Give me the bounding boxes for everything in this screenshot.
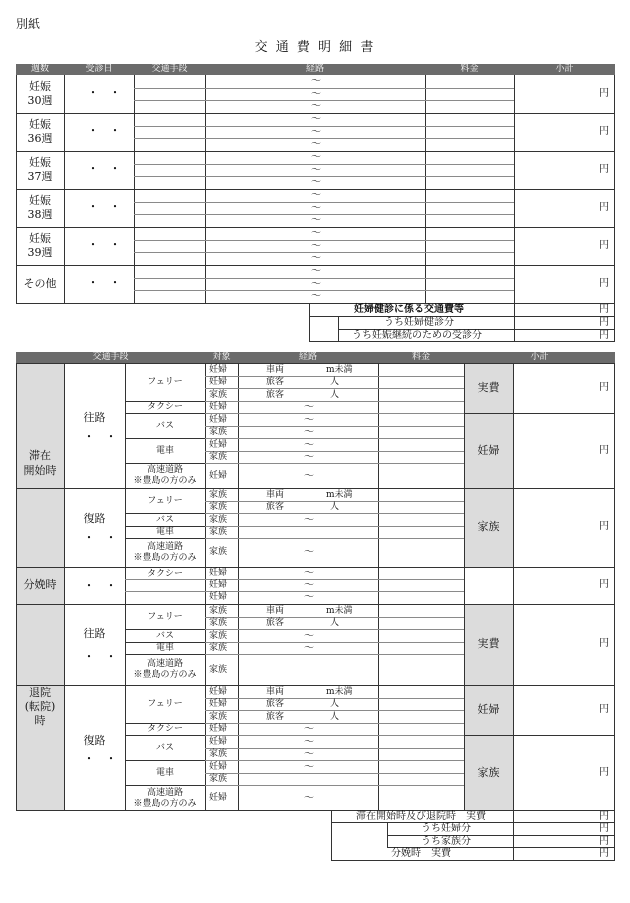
transport-mode-note: ※豊島の方のみ: [133, 553, 197, 563]
week-label: 39週: [27, 246, 53, 259]
target-row-line: [205, 591, 464, 592]
direction-dots: ・: [106, 432, 116, 443]
tilde-mark: 〜: [304, 568, 314, 579]
tilde-mark: 〜: [304, 427, 314, 438]
transport-mode-label: フェリー: [147, 495, 183, 506]
direction-outbound: 往路: [83, 627, 106, 640]
target-label: 家族: [209, 774, 228, 784]
yen-label: 円: [599, 240, 609, 251]
rule-line: [464, 413, 615, 414]
target-label: 妊婦: [209, 762, 228, 772]
mode-border: [125, 685, 464, 686]
rule-line: [514, 303, 515, 341]
target-label: 家族: [209, 643, 228, 653]
rule-line: [331, 860, 615, 861]
transport-mode-note: ※豊島の方のみ: [133, 475, 197, 486]
target-label: 家族: [209, 712, 228, 722]
route-word: m未満: [326, 606, 353, 616]
week-label: 妊娠: [29, 232, 51, 245]
tilde-mark: 〜: [304, 547, 314, 558]
target-row-line: [205, 760, 464, 761]
tilde-mark: 〜: [311, 114, 321, 125]
target-label: 家族: [209, 515, 228, 525]
transport-mode-label: フェリー: [147, 377, 183, 387]
tilde-mark: 〜: [304, 793, 314, 804]
target-row-line: [205, 526, 464, 527]
visit-date-dots: ・: [88, 126, 98, 137]
week-label: 37週: [27, 170, 53, 183]
subtotal-pregnant-label: 妊婦: [477, 444, 500, 457]
section-label-discharge: 退院: [29, 686, 51, 699]
top-header-cell: 小計: [555, 64, 574, 74]
target-label: 妊婦: [209, 365, 228, 375]
yen-label: 円: [599, 304, 609, 315]
target-row-line: [205, 401, 464, 402]
target-label: 妊婦: [209, 377, 228, 387]
route-word: 人: [330, 390, 340, 400]
tilde-mark: 〜: [304, 749, 314, 760]
tilde-mark: 〜: [304, 452, 314, 463]
visit-date-dots: ・: [88, 88, 98, 99]
top-header-cell: 週数: [30, 64, 49, 74]
route-word: 旅客: [266, 390, 285, 400]
yen-label: 円: [599, 202, 609, 213]
target-label: 妊婦: [209, 592, 228, 602]
visit-date-dots: ・: [110, 88, 120, 99]
top-subrow-line: [134, 290, 514, 291]
target-row-line: [205, 654, 464, 655]
mode-border: [125, 488, 464, 489]
target-label: 妊婦: [209, 737, 228, 747]
target-label: 妊婦: [209, 415, 228, 425]
yen-label: 円: [599, 836, 609, 847]
route-word: 人: [330, 699, 340, 709]
route-word: 人: [330, 502, 340, 512]
week-label: 36週: [27, 132, 53, 145]
tilde-mark: 〜: [311, 215, 321, 226]
visit-date-dots: ・: [88, 278, 98, 289]
top-subrow-line: [134, 214, 514, 215]
target-label: 家族: [209, 527, 228, 537]
target-label: 妊婦: [209, 580, 228, 590]
transport-mode-label: 電車: [155, 767, 174, 778]
summary-actual-total: 滞在開始時及び退院時 実費: [356, 811, 486, 822]
route-word: m未満: [326, 687, 353, 697]
yen-label: 円: [599, 278, 609, 289]
top-subrow-line: [134, 100, 514, 101]
section-border: [16, 604, 615, 605]
route-word: 旅客: [266, 502, 285, 512]
transport-mode-label: フェリー: [147, 611, 183, 622]
tilde-mark: 〜: [311, 291, 321, 302]
target-label: 妊婦: [209, 793, 228, 803]
bottom-header-cell: 経路: [298, 352, 317, 362]
target-row-line: [205, 438, 464, 439]
top-header-cell: 交通手段: [151, 64, 188, 74]
section-label-stay-start: 開始時: [23, 464, 57, 477]
top-subrow-line: [134, 164, 514, 165]
direction-outbound: 往路: [83, 411, 106, 424]
tilde-mark: 〜: [311, 101, 321, 112]
rule-line: [309, 303, 310, 341]
delivery-dots: ・: [84, 581, 94, 592]
target-row-line: [205, 579, 464, 580]
top-subrow-line: [134, 202, 514, 203]
attachment-label: 別紙: [16, 17, 41, 31]
direction-dots: ・: [84, 432, 94, 443]
transport-mode-label: タクシー: [146, 402, 183, 412]
route-word: 車両: [266, 687, 285, 697]
target-row-line: [205, 785, 464, 786]
tilde-mark: 〜: [304, 440, 314, 451]
top-subrow-line: [134, 88, 514, 89]
yen-label: 円: [599, 521, 609, 532]
direction-dots: ・: [106, 533, 116, 544]
week-label: 妊娠: [29, 194, 51, 207]
tilde-mark: 〜: [304, 515, 314, 526]
visit-date-dots: ・: [110, 164, 120, 175]
transport-mode-label: 高速道路: [146, 542, 183, 552]
tilde-mark: 〜: [311, 126, 321, 138]
summary-delivery-actual: 分娩時 実費: [391, 848, 451, 859]
top-subrow-line: [134, 138, 514, 139]
direction-dots: ・: [84, 652, 94, 663]
direction-return: 復路: [83, 512, 106, 525]
transport-mode-note: ※豊島の方のみ: [133, 669, 197, 680]
rule-line: [238, 363, 239, 810]
subtotal-family-label: 家族: [477, 520, 500, 533]
top-subrow-line: [134, 240, 514, 241]
target-label: 妊婦: [209, 402, 228, 412]
route-word: m未満: [326, 490, 353, 500]
target-row-line: [205, 451, 464, 452]
transport-mode-label: フェリー: [147, 699, 183, 709]
top-header-cell: 経路: [305, 64, 324, 74]
yen-label: 円: [599, 823, 609, 834]
target-label: 家族: [209, 390, 228, 400]
transport-mode-label: 電車: [155, 445, 174, 456]
transport-mode-label: 高速道路: [146, 464, 183, 475]
target-label: 家族: [209, 490, 228, 500]
yen-label: 円: [599, 164, 609, 175]
visit-date-dots: ・: [110, 278, 120, 289]
direction-return: 復路: [83, 734, 106, 747]
route-word: 旅客: [266, 699, 285, 709]
transport-mode-label: バス: [155, 742, 174, 753]
yen-label: 円: [599, 811, 609, 822]
target-label: 家族: [209, 606, 228, 616]
target-row-line: [205, 463, 464, 464]
transport-mode-label: バス: [155, 420, 174, 431]
target-row-line: [205, 413, 464, 414]
visit-date-dots: ・: [110, 202, 120, 213]
yen-label: 円: [599, 330, 609, 341]
route-word: 人: [330, 712, 340, 722]
tilde-mark: 〜: [311, 190, 321, 201]
yen-label: 円: [599, 848, 609, 859]
target-label: 妊婦: [209, 687, 228, 697]
direction-dots: ・: [84, 754, 94, 765]
visit-date-dots: ・: [110, 126, 120, 137]
section-label-discharge: 時: [34, 714, 46, 727]
direction-dots: ・: [84, 533, 94, 544]
tilde-mark: 〜: [311, 88, 321, 100]
visit-date-dots: ・: [88, 202, 98, 213]
rule-line: [464, 735, 615, 736]
route-word: 旅客: [266, 618, 285, 628]
tilde-mark: 〜: [304, 402, 314, 413]
target-row-line: [205, 642, 464, 643]
direction-dots: ・: [106, 754, 116, 765]
target-label: 妊婦: [209, 699, 228, 709]
top-subrow-line: [134, 176, 514, 177]
bottom-header-cell: 対象: [212, 352, 231, 362]
yen-label: 円: [599, 638, 609, 649]
section-border: [16, 363, 615, 364]
tilde-mark: 〜: [304, 580, 314, 591]
top-subrow-line: [134, 252, 514, 253]
target-row-line: [205, 773, 464, 774]
tilde-mark: 〜: [304, 762, 314, 773]
target-label: 家族: [209, 547, 228, 557]
section-label-discharge: (転院): [24, 700, 56, 713]
route-word: 車両: [266, 606, 285, 616]
tilde-mark: 〜: [311, 76, 321, 87]
target-label: 家族: [209, 749, 228, 759]
target-label: 家族: [209, 665, 228, 675]
route-word: 人: [330, 377, 340, 387]
route-word: 旅客: [266, 712, 285, 722]
rule-line: [614, 303, 615, 341]
summary-pregnancy-checkup-total: 妊婦健診に係る交通費等: [354, 304, 464, 315]
week-label: その他: [23, 277, 57, 290]
section-label-stay-start: 滞在: [29, 449, 51, 462]
route-word: m未満: [326, 365, 353, 375]
target-row-line: [205, 735, 464, 736]
yen-label: 円: [599, 317, 609, 328]
transport-mode-label: 電車: [155, 527, 174, 537]
tilde-mark: 〜: [311, 278, 321, 290]
top-subrow-line: [134, 278, 514, 279]
visit-date-dots: ・: [88, 164, 98, 175]
bottom-header-cell: 交通手段: [92, 352, 129, 362]
transport-mode-label: 高速道路: [146, 788, 183, 798]
target-label: 家族: [209, 618, 228, 628]
transport-mode-label: タクシー: [146, 724, 183, 734]
tilde-mark: 〜: [304, 737, 314, 748]
subtotal-family-label: 家族: [477, 766, 500, 779]
rule-line: [205, 363, 206, 810]
tilde-mark: 〜: [311, 228, 321, 239]
summary-pregnant-portion: うち妊婦分: [421, 823, 471, 834]
top-row-border: [16, 303, 615, 304]
delivery-dots: ・: [106, 581, 116, 592]
week-label: 妊娠: [29, 156, 51, 169]
tilde-mark: 〜: [311, 240, 321, 252]
rule-line: [614, 363, 615, 810]
top-header-cell: 料金: [460, 64, 479, 74]
target-label: 妊婦: [209, 471, 228, 481]
route-word: 旅客: [266, 377, 285, 387]
yen-label: 円: [599, 382, 609, 393]
tilde-mark: 〜: [311, 177, 321, 188]
tilde-mark: 〜: [311, 202, 321, 214]
week-label: 38週: [27, 208, 53, 221]
tilde-mark: 〜: [311, 266, 321, 277]
target-row-line: [205, 426, 464, 427]
yen-label: 円: [599, 579, 609, 590]
target-row-line: [205, 748, 464, 749]
target-row-line: [205, 513, 464, 514]
yen-label: 円: [599, 704, 609, 715]
tilde-mark: 〜: [311, 152, 321, 163]
section-border: [16, 810, 615, 811]
tilde-mark: 〜: [311, 164, 321, 176]
rule-line: [378, 363, 379, 810]
summary-continuation-portion: うち妊娠継続のための受診分: [352, 330, 482, 341]
bottom-header-cell: 小計: [530, 352, 549, 362]
transport-mode-label: バス: [155, 514, 174, 525]
tilde-mark: 〜: [304, 471, 314, 482]
subtotal-actual-label: 実費: [477, 381, 500, 394]
yen-label: 円: [599, 445, 609, 456]
summary-checkup-portion: うち妊婦健診分: [384, 317, 454, 328]
yen-label: 円: [599, 88, 609, 99]
route-word: 車両: [266, 365, 285, 375]
rule-line: [464, 363, 465, 810]
rule-line: [513, 363, 514, 810]
section-border: [16, 567, 615, 568]
yen-label: 円: [599, 767, 609, 778]
section-label-delivery: 分娩時: [23, 578, 57, 591]
rule-line: [331, 810, 332, 860]
week-label: 妊娠: [29, 118, 51, 131]
transport-mode-label: 高速道路: [146, 658, 183, 669]
target-row-line: [205, 629, 464, 630]
week-label: 妊娠: [29, 80, 51, 93]
transport-mode-label: タクシー: [146, 569, 183, 579]
visit-date-dots: ・: [88, 240, 98, 251]
rule-line: [387, 822, 388, 847]
route-word: 人: [330, 618, 340, 628]
route-word: 車両: [266, 490, 285, 500]
rule-line: [309, 316, 615, 317]
target-row-line: [205, 538, 464, 539]
direction-dots: ・: [106, 652, 116, 663]
target-row-line: [205, 723, 464, 724]
top-subrow-line: [134, 126, 514, 127]
subtotal-actual-label: 実費: [477, 637, 500, 650]
tilde-mark: 〜: [304, 592, 314, 603]
target-label: 妊婦: [209, 440, 228, 450]
bottom-header-cell: 料金: [411, 352, 430, 362]
target-label: 家族: [209, 502, 228, 512]
tilde-mark: 〜: [311, 253, 321, 264]
subtotal-pregnant-label: 妊婦: [477, 703, 500, 716]
tilde-mark: 〜: [304, 724, 314, 735]
yen-label: 円: [599, 126, 609, 137]
document-title: 交 通 費 明 細 書: [254, 40, 376, 55]
target-label: 家族: [209, 631, 228, 641]
tilde-mark: 〜: [304, 631, 314, 642]
tilde-mark: 〜: [311, 139, 321, 150]
target-label: 妊婦: [209, 568, 228, 578]
target-label: 妊婦: [209, 724, 228, 734]
tilde-mark: 〜: [304, 415, 314, 426]
week-label: 30週: [27, 94, 53, 107]
target-label: 家族: [209, 452, 228, 462]
tilde-mark: 〜: [304, 643, 314, 654]
top-header-cell: 受診日: [85, 64, 113, 74]
target-label: 家族: [209, 427, 228, 437]
transport-mode-label: 電車: [155, 643, 174, 653]
visit-date-dots: ・: [110, 240, 120, 251]
summary-family-portion: うち家族分: [421, 836, 471, 847]
transport-mode-note: ※豊島の方のみ: [133, 799, 197, 809]
transport-mode-label: バス: [155, 630, 174, 641]
